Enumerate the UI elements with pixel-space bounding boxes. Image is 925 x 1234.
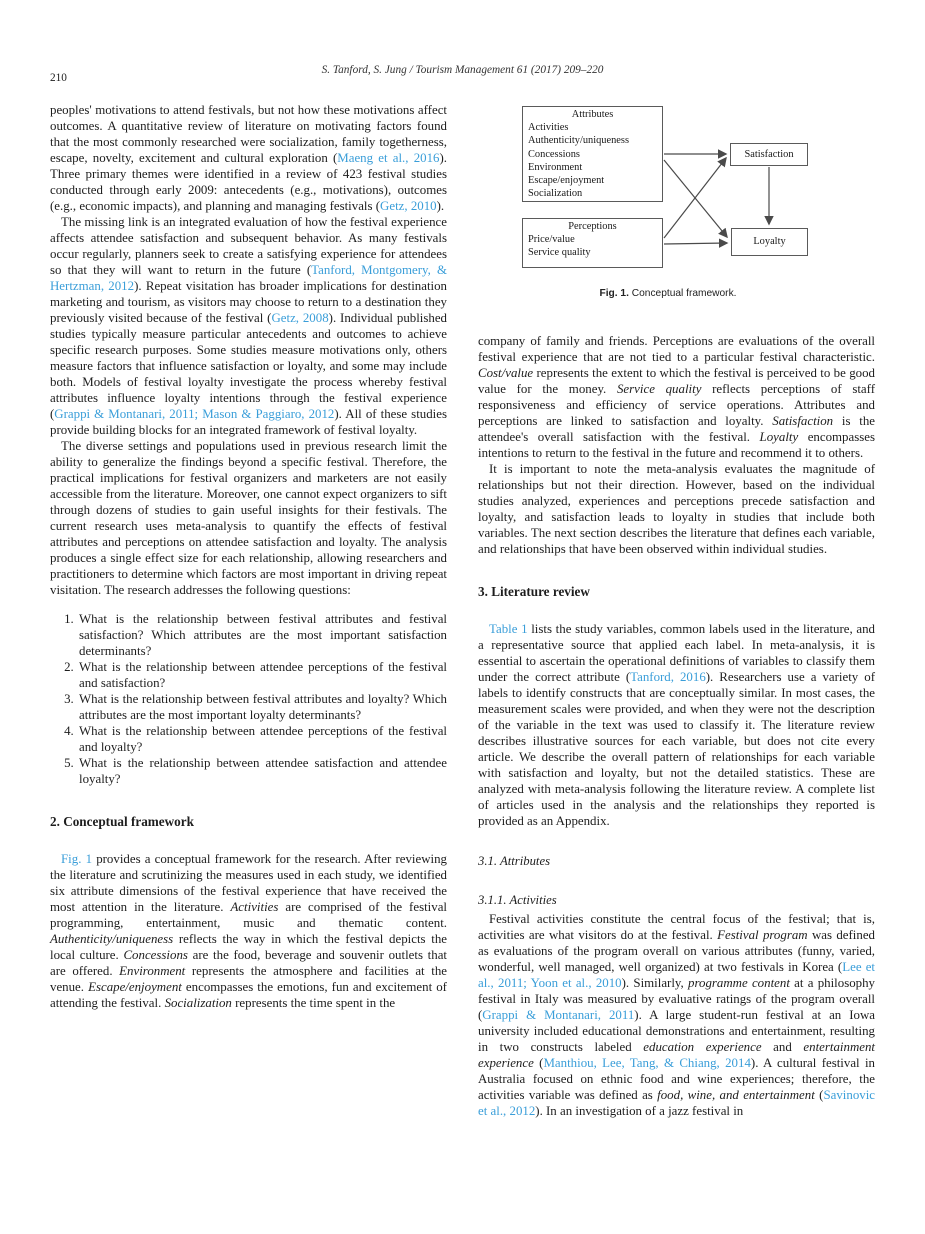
body-text: The diverse settings and populations used in previous research limit the ability to generalize the findings beyond a specific festival. Therefore, the practical implications for festival organizers and marketers are not easily accessible from the literature. Moreover, one cannot expect organizers to sift through dozens of studies to gain useful insights for their festivals. The current research uses meta-analysis to quantify the effects of festival attributes and perceptions on attendee satisfaction and loyalty. The analysis produces a single effect size for each relationship, allowing researchers and practitioners to determine which factors are most important in driving repeat visitation. The research addresses the following questions:	[50, 439, 447, 597]
emphasis-text: Authenticity/uniqueness	[50, 932, 174, 946]
figure-box-perceptions-title: Perceptions	[568, 221, 617, 232]
figure-perception-item: Service quality	[528, 247, 591, 259]
research-question-item: 1. What is the relationship between festival attributes and festival satisfaction? Which attributes are the most important satisfaction determinants?	[77, 611, 447, 659]
figure-caption-text: Conceptual framework.	[631, 288, 737, 299]
emphasis-text: Socialization	[164, 996, 232, 1010]
figure-box-satisfaction-label: Satisfaction	[744, 148, 794, 160]
subsection-heading-attributes: 3.1. Attributes	[478, 854, 551, 868]
emphasis-text: education experience	[643, 1040, 762, 1054]
emphasis-text: Activities	[230, 900, 279, 914]
body-text: reflects perceptions of staff responsiveness and efficiency of service operations. Attributes and perceptions are linked to satisfaction and loyalty.	[478, 382, 875, 428]
arrow-perceptions-to-loyalty	[664, 243, 727, 244]
figure-perception-item: Price/value	[528, 234, 575, 246]
emphasis-text: Satisfaction	[772, 414, 834, 428]
body-text: represents the extent to which the festival is perceived to be good value for the money.	[478, 366, 875, 396]
body-text: ). Three primary themes were identified in a review of 423 festival studies conducted through early 2009: antecedents (e.g., motivations), outcomes (e.g., economic impacts), and planning and managing festivals (	[50, 151, 447, 213]
figure-box-loyalty-label: Loyalty	[753, 236, 786, 248]
figure-box-perceptions-items	[523, 233, 662, 259]
citation-link[interactable]: Lee et al., 2011; Yoon et al., 2010	[478, 960, 875, 990]
citation-link[interactable]: Table 1	[489, 622, 528, 636]
research-questions-list	[50, 611, 447, 787]
figure-caption-label: Fig. 1.	[599, 288, 629, 299]
research-question-item: 4. What is the relationship between attendee perceptions of the festival and loyalty?	[77, 723, 447, 755]
body-text: The missing link is an integrated evaluation of how the festival experience affects attendee satisfaction and subsequent behavior. As many festivals occur regularly, planners seek to create a satisfying experience for attendees so that they will want to return in the future (	[50, 215, 447, 277]
body-text: encompasses intentions to return to the festival in the future and recommend it to others.	[478, 430, 875, 460]
emphasis-text: Cost/value	[478, 366, 534, 380]
figure-attribute-item: Concessions	[528, 148, 580, 160]
body-text: represents the time spent in the	[231, 996, 396, 1010]
emphasis-text: entertainment experience	[478, 1040, 876, 1070]
body-text: reflects the way in which the festival depicts the local culture.	[50, 932, 447, 962]
subsection-heading-activities: 3.1.1. Activities	[478, 893, 557, 907]
figure-box-attributes-title: Attributes	[571, 109, 614, 120]
citation-link[interactable]: Grappi & Montanari, 2011; Mason & Paggiaro, 2012	[54, 407, 335, 421]
body-text: ). Repeat visitation has broader implications for destination marketing and tourism, as visitors may choose to return to a destination they previously visited because of the festival (	[50, 279, 448, 325]
citation-link[interactable]: Savinovic et al., 2012	[478, 1088, 876, 1118]
emphasis-text: Escape/enjoyment	[88, 980, 182, 994]
running-head-citation: S. Tanford, S. Jung / Tourism Management 61 (2017) 209–220	[321, 64, 604, 76]
section-heading-conceptual-framework: 2. Conceptual framework	[50, 814, 194, 829]
emphasis-text: Environment	[119, 964, 186, 978]
figure-attribute-item: Authenticity/uniqueness	[528, 135, 630, 147]
body-text: ). A large student-run festival at an Iowa university included educational demonstrations and entertainment, resulting in two constructs labeled	[478, 1008, 875, 1054]
figure-box-perceptions	[522, 218, 663, 268]
body-text: represents the atmosphere and facilities at the venue.	[50, 964, 447, 994]
figure-caption	[478, 288, 858, 299]
figure-1	[478, 104, 875, 299]
paragraph-meta-analysis-note	[478, 461, 875, 557]
paragraph-festival-activities	[478, 911, 875, 1119]
figure-1-diagram	[478, 104, 875, 276]
emphasis-text: Concessions	[123, 948, 188, 962]
citation-link[interactable]: Fig. 1	[61, 852, 93, 866]
body-text: ). Individual published studies typically measure particular antecedents and outcomes to achieve specific research purposes. Some studies measure motivations only, others measure factors that influence satisfaction or loyalty, and some may include both. Models of festival loyalty investigate the process whereby festival attributes influence loyalty intentions through the festival experience (	[50, 311, 447, 421]
emphasis-text: Service quality	[616, 382, 702, 396]
paragraph-fig1-overview	[50, 851, 447, 1011]
body-text: ). In an investigation of a jazz festival in	[535, 1104, 744, 1118]
citation-link[interactable]: Maeng et al., 2016	[337, 151, 440, 165]
body-text: was defined as evaluations of the program overall on various attributes (funny, varied, wonderful, well managed, well organized) at two festivals in Korea (	[478, 928, 875, 974]
figure-box-loyalty	[731, 228, 808, 256]
emphasis-text: programme content	[688, 976, 790, 990]
body-text: (	[814, 1088, 824, 1102]
research-question-item: 5. What is the relationship between attendee satisfaction and attendee loyalty?	[77, 755, 447, 787]
body-text: are comprised of the festival programming, entertainment, music and thematic content.	[50, 900, 447, 930]
body-text: ).	[436, 199, 445, 213]
right-column	[478, 102, 875, 1119]
body-text: encompasses the emotions, fun and excitement of attending the festival.	[50, 980, 447, 1010]
body-text: and	[761, 1040, 804, 1054]
body-text: provides a conceptual framework for the research. After reviewing the literature and scrutinizing the measures used in each study, we identified six attribute dimensions of the festival experience that have received the most attention in the literature.	[50, 852, 447, 914]
emphasis-text: Festival program	[717, 928, 808, 942]
citation-link[interactable]: Getz, 2010	[380, 199, 437, 213]
citation-link[interactable]: Manthiou, Lee, Tang, & Chiang, 2014	[543, 1056, 751, 1070]
citation-link[interactable]: Tanford, 2016	[630, 670, 706, 684]
figure-box-attributes	[522, 106, 663, 202]
body-text: company of family and friends. Perceptions are evaluations of the overall festival experience that are not tied to a particular festival characteristic.	[478, 334, 875, 364]
body-text: It is important to note the meta-analysis evaluates the magnitude of relationships but not their direction. However, based on the individual studies analyzed, experiences and perceptions precede satisfaction and loyalty, and satisfaction leads to loyalty in studies that include both variables. The next section describes the literature that defines each variable, and relationships that have been observed within individual studies.	[478, 462, 875, 556]
body-text: Festival activities constitute the central focus of the festival; that is, activities are what visitors do at the festival.	[478, 912, 875, 942]
two-column-body	[0, 84, 925, 1119]
left-column	[50, 102, 447, 1119]
body-text: are the food, beverage and souvenir outlets that are offered.	[50, 948, 447, 978]
figure-attribute-item: Escape/enjoyment	[528, 175, 605, 187]
emphasis-text: food, wine, and entertainment	[657, 1088, 815, 1102]
arrow-perceptions-to-satisfaction	[664, 158, 726, 238]
paragraph-table1	[478, 621, 875, 829]
page-number: 210	[50, 72, 67, 84]
body-text: ). All of these studies provide building blocks for an integrated framework of festival loyalty.	[50, 407, 447, 437]
research-question-item: 3. What is the relationship between festival attributes and loyalty? Which attributes are the most important loyalty determinants?	[77, 691, 447, 723]
figure-attribute-item: Socialization	[528, 188, 583, 200]
paragraph-diverse-settings	[50, 438, 447, 598]
research-question-item: 2. What is the relationship between attendee perceptions of the festival and satisfaction?	[77, 659, 447, 691]
citation-link[interactable]: Grappi & Montanari, 2011	[482, 1008, 635, 1022]
paragraph-missing-link	[50, 214, 447, 438]
figure-attribute-item: Activities	[528, 122, 569, 134]
citation-link[interactable]: Getz, 2008	[271, 311, 329, 325]
body-text: is the attendee's overall satisfaction with the festival.	[478, 414, 875, 444]
body-text: lists the study variables, common labels used in the literature, and a representative source that applied each label. In meta-analysis, it is essential to ascertain the operational definitions of variables to classify them under the correct attribute (	[478, 622, 875, 684]
body-text: at a philosophy festival in Italy was measured by evaluative ratings of the program overall (	[478, 976, 875, 1022]
body-text: (	[533, 1056, 544, 1070]
figure-attribute-item: Environment	[528, 161, 583, 173]
body-text: ). Similarly,	[621, 976, 689, 990]
body-text: ). Researchers use a variety of labels to identify constructs that are conceptually similar. In most cases, the measurement scales were provided, and when they were not the description of the variable in the text was used to classify it. The literature review describes illustrative sources for each variable, but does not cite every article. We describe the overall pattern of relationships for each variable with satisfaction and loyalty, but not the detailed statistics. These are analyzed with meta-analysis following the literature review. A complete list of articles used in the analysis and the relationships they reported is provided as an Appendix.	[478, 670, 875, 828]
running-header	[50, 0, 875, 84]
figure-box-attributes-items	[523, 121, 662, 200]
section-heading-literature-review: 3. Literature review	[478, 584, 590, 599]
emphasis-text: Loyalty	[759, 430, 799, 444]
body-text: ). A cultural festival in Australia focused on ethnic food and wine experiences; therefore, the activities variable was defined as	[478, 1056, 875, 1102]
figure-box-satisfaction	[730, 143, 808, 166]
paragraph-motivations	[50, 102, 447, 214]
citation-link[interactable]: Tanford, Montgomery, & Hertzman, 2012	[50, 263, 447, 293]
paragraph-perceptions-definitions	[478, 333, 875, 461]
body-text: peoples' motivations to attend festivals, but not how these motivations affect outcomes. A quantitative review of literature on motivating factors found that the most commonly researched were socialization, family togetherness, escape, novelty, excitement and cultural exploration (	[50, 103, 447, 165]
